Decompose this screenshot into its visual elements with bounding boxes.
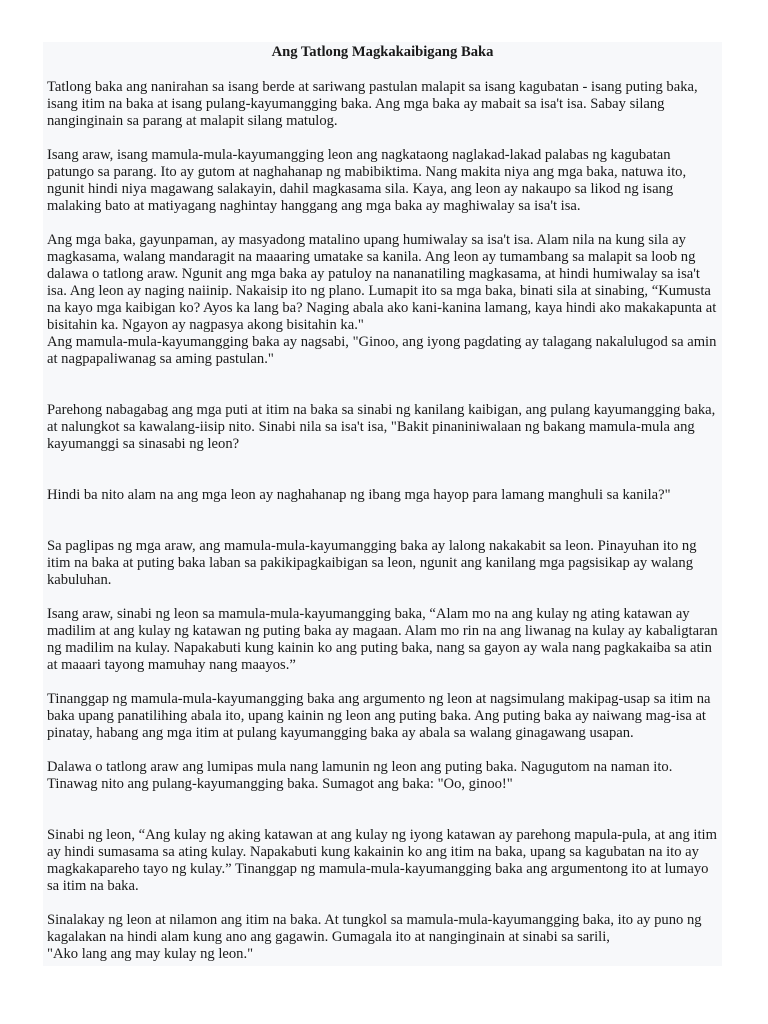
paragraph-5: Parehong nabagabag ang mga puti at itim na baka sa sinabi ng kanilang kaibigan, ang pulang kayumangging baka, at nalungkot sa kawalang-iisip nito. Sinabi nila sa isa't isa, "Bakit pinaniniwalaan ng bakang mamula-mula ang kayumanggi sa sinasabi ng leon? (47, 402, 716, 452)
paragraph-3: Ang mga baka, gayunpaman, ay masyadong matalino upang humiwalay sa isa't isa. Alam nila na kung sila ay magkasama, walang mandaragit na maaaring umatake sa kanila. Ang leon ay tumambang sa malapit sa loob ng dalawa o tatlong araw. Ngunit ang mga baka ay patuloy na nananatiling magkasama, at hindi humiwalay sa isa't isa. Ang leon ay naging naiinip. Nakaisip ito ng plano. Lumapit ito sa mga baka, binati sila at sinabing, “Kumusta na kayo mga kaibigan ko? Ayos ka lang ba? Naging abala ako kani-kanina lamang, kaya hindi ako makakapunta at bisitahin ka. Ngayon ay nagpasya akong bisitahin ka." (47, 232, 717, 333)
paragraph-6: Hindi ba nito alam na ang mga leon ay naghahanap ng ibang mga hayop para lamang manghuli sa kanila?" (47, 487, 671, 503)
paragraph-13: "Ako lang ang may kulay ng leon." (47, 946, 254, 962)
document-page (43, 42, 722, 966)
paragraph-7: Sa paglipas ng mga araw, ang mamula-mula-kayumangging baka ay lalong nakakabit sa leon. Pinayuhan ito ng itim na baka at puting baka laban sa pakikipagkaibigan sa leon, ngunit ang kanilang mga pagsisikap ay walang kabuluhan. (47, 538, 697, 588)
paragraph-10: Dalawa o tatlong araw ang lumipas mula nang lamunin ng leon ang puting baka. Nagugutom na naman ito. Tinawag nito ang pulang-kayumangging baka. Sumagot ang baka: "Oo, ginoo!" (47, 759, 673, 792)
paragraph-1: Tatlong baka ang nanirahan sa isang berde at sariwang pastulan malapit sa isang kagubatan - isang puting baka, isang itim na baka at isang pulang-kayumangging baka. Ang mga baka ay mabait sa isa't isa. Sabay silang nanginginain sa parang at malapit silang matulog. (47, 79, 698, 129)
paragraph-12: Sinalakay ng leon at nilamon ang itim na baka. At tungkol sa mamula-mula-kayumangging baka, ito ay puno ng kagalakan na hindi alam kung ano ang gagawin. Gumagala ito at nanginginain at sinabi sa sarili, (47, 912, 702, 945)
paragraph-8: Isang araw, sinabi ng leon sa mamula-mula-kayumangging baka, “Alam mo na ang kulay ng ating katawan ay madilim at ang kulay ng katawan ng puting baka ay magaan. Alam mo rin na ang liwanag na kulay ay kabaligtaran ng madilim na kulay. Napakabuti kung kainin ko ang puting baka, nang sa gayon ay wala nang pagkakaiba sa atin at maaari tayong mamuhay nang maayos.” (47, 606, 718, 673)
paragraph-2: Isang araw, isang mamula-mula-kayumangging leon ang nagkataong naglakad-lakad palabas ng kagubatan patungo sa parang. Ito ay gutom at naghahanap ng mabibiktima. Nang makita niya ang mga baka, natuwa ito, ngunit hindi niya magawang salakayin, dahil magkasama sila. Kaya, ang leon ay nakaupo sa likod ng isang malaking bato at matiyagang naghintay hanggang ang mga baka ay maghiwalay sa isa't isa. (47, 147, 687, 214)
paragraph-9: Tinanggap ng mamula-mula-kayumangging baka ang argumento ng leon at nagsimulang makipag-usap sa itim na baka upang panatilihing abala ito, upang kainin ng leon ang puting baka. Ang puting baka ay naiwang mag-isa at pinatay, habang ang mga itim at pulang kayumangging baka ay abala sa walang ginagawang usapan. (47, 691, 711, 741)
document-title: Ang Tatlong Magkakaibigang Baka (271, 44, 494, 60)
paragraph-11: Sinabi ng leon, “Ang kulay ng aking katawan at ang kulay ng iyong katawan ay parehong mapula-pula, at ang itim ay hindi sumasama sa ating kulay. Napakabuti kung kakainin ko ang itim na baka, upang sa kagubatan na ito ay magkakapareho tayo ng kulay.” Tinanggap ng mamula-mula-kayumangging baka ang argumentong ito at lumayo sa itim na baka. (47, 827, 717, 894)
paragraph-4: Ang mamula-mula-kayumangging baka ay nagsabi, "Ginoo, ang iyong pagdating ay talagang nakalulugod sa amin at nagpapaliwanag sa aming pastulan." (47, 334, 717, 367)
